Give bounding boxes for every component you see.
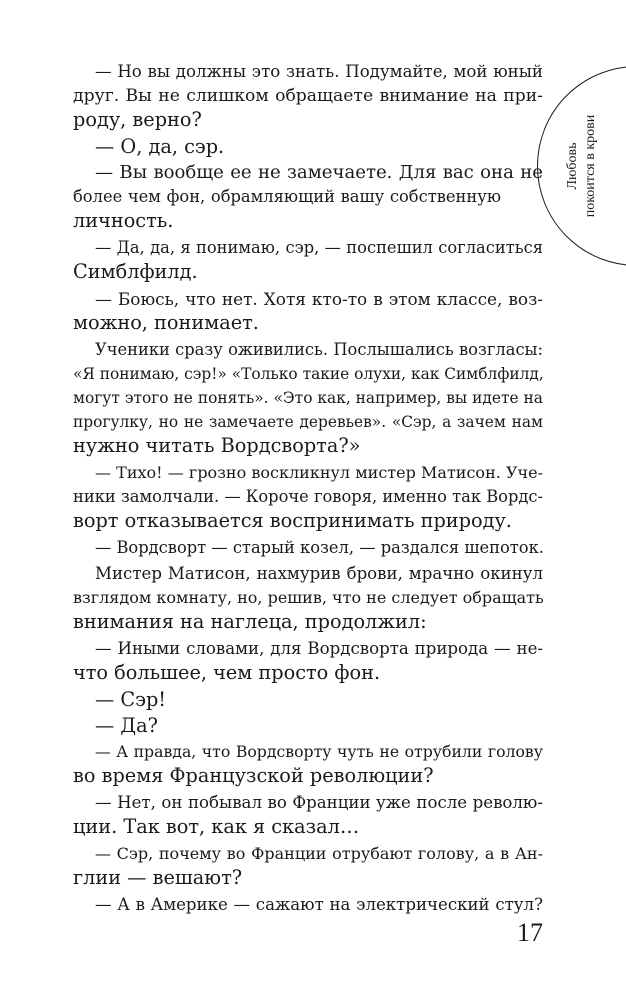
section-tab-subtitle: покоится в крови	[583, 114, 598, 218]
text-line: — Вы вообще ее не замечаете. Для вас она не	[95, 162, 543, 183]
text-line: — Боюсь, что нет. Хотя кто-то в этом классе, воз-	[95, 289, 543, 309]
text-line: Мистер Матисон, нахмурив брови, мрачно окинул	[95, 564, 543, 583]
text-line: — Да?	[95, 714, 158, 737]
text-line: — Но вы должны это знать. Подумайте, мой юный	[95, 62, 543, 81]
text-line: можно, понимает.	[73, 311, 259, 334]
text-line: личность.	[73, 209, 174, 232]
text-line: глии — вешают?	[73, 866, 243, 889]
text-line: — Нет, он побывал во Франции уже после револю-	[95, 793, 543, 812]
text-line: — А правда, что Вордсворту чуть не отрубили голову	[95, 742, 543, 761]
text-line: «Я понимаю, сэр!» «Только такие олухи, как Симблфилд,	[73, 365, 544, 383]
text-line: ворт отказывается воспринимать природу.	[73, 509, 512, 532]
text-line: могут этого не понять». «Это как, например, вы идете на	[73, 389, 543, 407]
text-line: нужно читать Вордсворта?»	[73, 434, 361, 457]
text-line: — Сэр!	[95, 688, 167, 711]
text-line: — Вордсворт — старый козел, — раздался шепоток.	[95, 538, 544, 557]
text-line: — Тихо! — грозно воскликнул мистер Матисон. Уче-	[95, 463, 543, 482]
text-line: прогулку, но не замечаете деревьев». «Сэр, а зачем нам	[73, 413, 543, 431]
text-line: ники замолчали. — Короче говоря, именно так Вордс-	[73, 487, 544, 506]
text-line: роду, верно?	[73, 108, 202, 131]
text-line: внимания на наглеца, продолжил:	[73, 610, 427, 633]
text-line: ции. Так вот, как я сказал…	[73, 815, 360, 838]
section-tab-title: Любовь	[565, 142, 580, 190]
text-line: — О, да, сэр.	[95, 135, 225, 158]
text-line: — А в Америке — сажают на электрический стул?	[95, 895, 543, 914]
text-line: взглядом комнату, но, решив, что не следует обращать	[73, 588, 544, 607]
text-line: — Иными словами, для Вордсворта природа — не-	[95, 639, 543, 658]
page-number: 17	[517, 918, 543, 947]
text-line: — Сэр, почему во Франции отрубают голову, а в Ан-	[95, 844, 543, 863]
text-line: во время Французской революции?	[73, 764, 434, 787]
text-line: Симблфилд.	[73, 260, 198, 283]
text-line: — Да, да, я понимаю, сэр, — поспешил согласиться	[95, 238, 543, 257]
text-line: друг. Вы не слишком обращаете внимание на при-	[73, 86, 543, 106]
section-tab-label	[564, 115, 600, 218]
text-line: что большее, чем просто фон.	[73, 661, 381, 684]
text-line: Ученики сразу оживились. Послышались возгласы:	[95, 340, 543, 359]
text-line: более чем фон, обрамляющий вашу собственную	[73, 187, 501, 206]
